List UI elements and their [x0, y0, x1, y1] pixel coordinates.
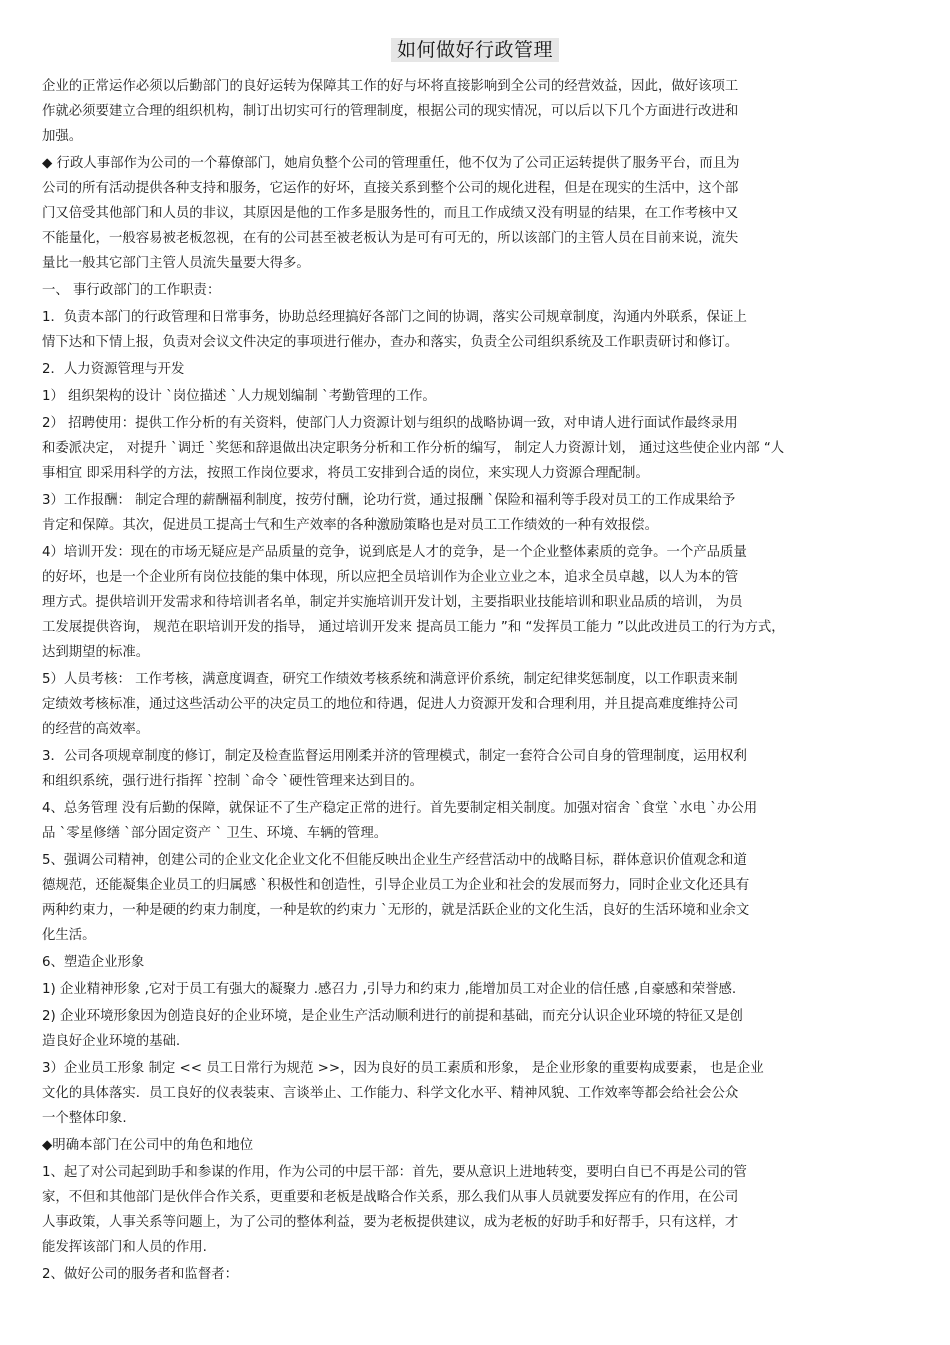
text-line: 1) 企业精神形象 ,它对于员工有强大的凝聚力 .感召力 ,引导力和约束力 ,能增加员工对企业的信任感 ,自豪感和荣誉感. [42, 982, 737, 997]
text-line: 2、做好公司的服务者和监督者： [42, 1267, 238, 1282]
paragraph [42, 667, 922, 742]
text-line: 人事政策，人事关系等问题上，为了公司的整体利益，要为老板提供建议，成为老板的好助手和好帮手，只有这样，才 [42, 1215, 739, 1230]
text-line: 和组织系统，强行进行指挥 `控制 `命令 `硬性管理来达到目的。 [42, 774, 424, 789]
text-line: 不能量化，一般容易被老板忽视，在有的公司甚至被老板认为是可有可无的，所以该部门的主管人员在目前来说，流失 [42, 231, 739, 246]
text-line: 5、强调公司精神，创建公司的企业文化企业文化不但能反映出企业生产经营活动中的战略目标，群体意识价值观念和道 [42, 853, 747, 868]
text-line: 能发挥该部门和人员的作用. [42, 1240, 207, 1255]
text-line: 企业的正常运作必须以后勤部门的良好运转为保障其工作的好与坏将直接影响到全公司的经营效益，因此，做好该项工 [42, 79, 739, 94]
paragraph [42, 796, 922, 846]
text-line: 2） 招聘使用：提供工作分析的有关资料，使部门人力资源计划与组织的战略协调一致，对申请人进行面试作最终录用 [42, 416, 738, 431]
text-line: 门又倍受其他部门和人员的非议，其原因是他的工作多是服务性的，而且工作成绩又没有明显的结果，在工作考核中又 [42, 206, 739, 221]
text-line: 的好坏，也是一个企业所有岗位技能的集中体现，所以应把全员培训作为企业立业之本，追求全员卓越，以人为本的管 [42, 570, 739, 585]
paragraph [42, 848, 922, 948]
document-title: 如何做好行政管理 [391, 38, 559, 62]
paragraph [42, 1004, 922, 1054]
text-line: 公司的所有活动提供各种支持和服务，它运作的好坏，直接关系到整个公司的规化进程，但是在现实的生活中，这个部 [42, 181, 739, 196]
text-line: 6、塑造企业形象 [42, 955, 145, 970]
paragraph [42, 977, 922, 1002]
text-line: 2) 企业环境形象因为创造良好的企业环境，是企业生产活动顺利进行的前提和基础，而充分认识企业环境的特征又是创 [42, 1009, 743, 1024]
paragraph [42, 411, 922, 486]
text-line: 工发展提供咨询， 规范在职培训开发的指导， 通过培训开发来 提高员工能力 ”和 “发挥员工能力 ”以此改进员工的行为方式， [42, 620, 785, 635]
text-line: 的经营的高效率。 [42, 722, 150, 737]
paragraph [42, 488, 922, 538]
text-line: 达到期望的标准。 [42, 645, 150, 660]
text-line: 情下达和下情上报，负责对会议文件决定的事项进行催办，查办和落实，负责全公司组织系统及工作职责研讨和修订。 [42, 335, 739, 350]
text-line: 5）人员考核： 工作考核，满意度调查，研究工作绩效考核系统和满意评价系统，制定纪律奖惩制度，以工作职责来制 [42, 672, 738, 687]
document-body [42, 74, 922, 1289]
text-line: 一、 事行政部门的工作职责： [42, 283, 221, 298]
text-line: 两种约束力，一种是硬的约束力制度，一种是软的约束力 `无形的，就是活跃企业的文化生活，良好的生活环境和业余文 [42, 903, 750, 918]
text-line: 4）培训开发：现在的市场无疑应是产品质量的竞争，说到底是人才的竞争，是一个企业整体素质的竞争。一个产品质量 [42, 545, 747, 560]
text-line: 1．负责本部门的行政管理和日常事务，协助总经理搞好各部门之间的协调，落实公司规章制度，沟通内外联系，保证上 [42, 310, 747, 325]
text-line: 定绩效考核标准，通过这些活动公平的决定员工的地位和待遇，促进人力资源开发和合理利用，并且提高难度维持公司 [42, 697, 739, 712]
text-line: 造良好企业环境的基础. [42, 1034, 181, 1049]
paragraph [42, 278, 922, 303]
paragraph [42, 384, 922, 409]
text-line: 作就必须要建立合理的组织机构，制订出切实可行的管理制度，根据公司的现实情况，可以后以下几个方面进行改进和 [42, 104, 739, 119]
text-line: 2．人力资源管理与开发 [42, 362, 185, 377]
paragraph [42, 540, 922, 665]
paragraph [42, 305, 922, 355]
text-line: 4、总务管理 没有后勤的保障，就保证不了生产稳定正常的进行。首先要制定相关制度。加强对宿舍 `食堂 `水电 `办公用 [42, 801, 758, 816]
paragraph [42, 1056, 922, 1131]
text-line: 德规范，还能凝集企业员工的归属感 `积极性和创造性，引导企业员工为企业和社会的发展而努力，同时企业文化还具有 [42, 878, 750, 893]
text-line: 肯定和保障。其次，促进员工提高士气和生产效率的各种激励策略也是对员工工作绩效的一种有效报偿。 [42, 518, 658, 533]
paragraph [42, 1262, 922, 1287]
text-line: 一个整体印象. [42, 1111, 127, 1126]
text-line: 文化的具体落实．员工良好的仪表装束、言谈举止、工作能力、科学文化水平、精神风貌、工作效率等都会给社会公众 [42, 1086, 739, 1101]
text-line: ◆明确本部门在公司中的角色和地位 [42, 1138, 254, 1153]
paragraph [42, 1160, 922, 1260]
text-line: 加强。 [42, 129, 83, 144]
text-line: 量比一般其它部门主管人员流失量要大得多。 [42, 256, 310, 271]
paragraph [42, 1133, 922, 1158]
text-line: 理方式。提供培训开发需求和待培训者名单，制定并实施培训开发计划，主要指职业技能培训和职业品质的培训， 为员 [42, 595, 743, 610]
text-line: 和委派决定， 对提升 `调迁 `奖惩和辞退做出决定职务分析和工作分析的编写， 制定人力资源计划， 通过这些使企业内部 “人 [42, 441, 785, 456]
text-line: 化生活。 [42, 928, 96, 943]
text-line: 事相宜 即采用科学的方法，按照工作岗位要求，将员工安排到合适的岗位，来实现人力资源合理配制。 [42, 466, 649, 481]
text-line: ◆ 行政人事部作为公司的一个幕僚部门，她肩负整个公司的管理重任，他不仅为了公司正运转提供了服务平台，而且为 [42, 156, 740, 171]
title-container [0, 38, 950, 62]
paragraph [42, 151, 922, 276]
paragraph [42, 357, 922, 382]
text-line: 品 `零星修缮 `部分固定资产 ` 卫生、环境、车辆的管理。 [42, 826, 388, 841]
text-line: 1） 组织架构的设计 `岗位描述 `人力规划编制 `考勤管理的工作。 [42, 389, 436, 404]
text-line: 1、起了对公司起到助手和参谋的作用，作为公司的中层干部：首先，要从意识上进地转变，要明白自已不再是公司的管 [42, 1165, 747, 1180]
paragraph [42, 74, 922, 149]
paragraph [42, 950, 922, 975]
text-line: 3）工作报酬： 制定合理的薪酬福利制度，按劳付酬，论功行赏，通过报酬 `保险和福利等手段对员工的工作成果给予 [42, 493, 736, 508]
paragraph [42, 744, 922, 794]
text-line: 3）企业员工形象 制定 << 员工日常行为规范 >>，因为良好的员工素质和形象， 是企业形象的重要构成要素， 也是企业 [42, 1061, 764, 1076]
text-line: 3．公司各项规章制度的修订，制定及检查监督运用刚柔并济的管理模式，制定一套符合公司自身的管理制度，运用权利 [42, 749, 747, 764]
text-line: 家，不但和其他部门是伙伴合作关系，更重要和老板是战略合作关系，那么我们从事人员就要发挥应有的作用，在公司 [42, 1190, 739, 1205]
